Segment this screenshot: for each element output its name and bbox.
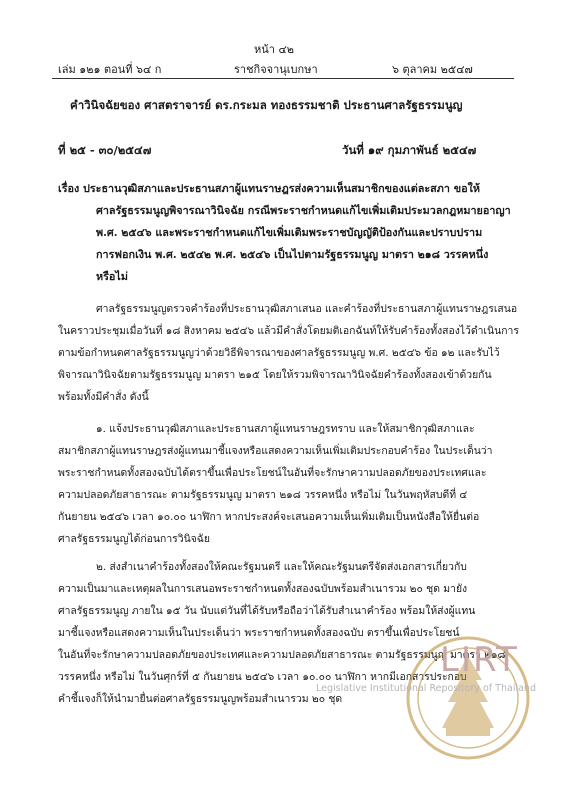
text-line: ความเป็นมาและเหตุผลในการเสนอพระราชกำหนดทั้งสองฉบับพร้อมสำเนารวม ๒๐ ชุด มายัง [58,583,468,595]
text-line: สมาชิกสภาผู้แทนราษฎรส่งผู้แทนมาชี้แจงหรือแสดงความเห็นเพิ่มเติมประกอบคำร้อง ในประเด็นว่า [58,445,493,457]
case-number: ที่ ๒๕ - ๓๐/๒๕๔๗ [58,143,152,157]
subject-line: เรื่อง ประธานวุฒิสภาและประธานสภาผู้แทนราษฎรส่งความเห็นสมาชิกของแต่ละสภา ขอให้ [58,182,480,195]
text-line: คำชี้แจงก็ให้นำมายื่นต่อศาลรัฐธรรมนูญพร้อมสำเนารวม ๒๐ ชุด [58,693,343,705]
text-line: ๒. ส่งสำเนาคำร้องทั้งสองให้คณะรัฐมนตรี และให้คณะรัฐมนตรีจัดส่งเอกสารเกี่ยวกับ [96,561,467,573]
text-line: ศาลรัฐธรรมนูญได้ก่อนการวินิจฉัย [58,533,210,545]
page-number: หน้า ๔๒ [254,43,295,56]
text-line: พร้อมทั้งมีคำสั่ง ดังนี้ [58,391,149,403]
text-line: มาชี้แจงหรือแสดงความเห็นในประเด็นว่า พระราชกำหนดทั้งสองฉบับ ตราขึ้นเพื่อประโยชน์ [58,627,460,639]
subject-line: หรือไม่ [96,270,128,283]
gazette-volume: เล่ม ๑๒๑ ตอนที่ ๖๔ ก [58,63,162,76]
document-title: คำวินิจฉัยของ ศาสตราจารย์ ดร.กระมล ทองธรรมชาติ ประธานศาลรัฐธรรมนูญ [70,98,463,112]
subject-line: พ.ศ. ๒๕๔๖ และพระราชกำหนดแก้ไขเพิ่มเติมพระราชบัญญัติป้องกันและปราบปราม [96,226,483,239]
subject-line: ศาลรัฐธรรมนูญพิจารณาวินิจฉัย กรณีพระราชกำหนดแก้ไขเพิ่มเติมประมวลกฎหมายอาญา [96,204,511,217]
text-line: พระราชกำหนดทั้งสองฉบับได้ตราขึ้นเพื่อประโยชน์ในอันที่จะรักษาความปลอดภัยของประเทศและ [58,467,487,479]
text-line: ความปลอดภัยสาธารณะ ตามรัฐธรรมนูญ มาตรา ๒๑๘ วรรคหนึ่ง หรือไม่ ในวันพฤหัสบดีที่ ๔ [58,489,468,501]
text-line: ศาลรัฐธรรมนูญ ภายใน ๑๕ วัน นับแต่วันที่ได้รับหรือถือว่าได้รับสำเนาคำร้อง พร้อมให้ส่งผู้แทน [58,605,476,617]
text-line: ศาลรัฐธรรมนูญตรวจคำร้องที่ประธานวุฒิสภาเสนอ และคำร้องที่ประธานสภาผู้แทนราษฎรเสนอ [96,303,518,315]
text-line: พิจารณาวินิจฉัยตามรัฐธรรมนูญ มาตรา ๒๑๕ โดยให้รวมพิจารณาวินิจฉัยคำร้องทั้งสองเข้าด้วยกัน [58,369,492,381]
watermark-logo: LIRT [440,640,519,680]
text-line: ๑. แจ้งประธานวุฒิสภาและประธานสภาผู้แทนราษฎรทราบ และให้สมาชิกวุฒิสภาและ [96,423,475,435]
text-line: ตามข้อกำหนดศาลรัฐธรรมนูญว่าด้วยวิธีพิจารณาของศาลรัฐธรรมนูญ พ.ศ. ๒๕๔๖ ข้อ ๑๒ และรับไว้ [58,347,500,359]
header-rule [52,78,514,79]
text-line: กันยายน ๒๕๔๖ เวลา ๑๐.๐๐ นาฬิกา หากประสงค์จะเสนอความเห็นเพิ่มเติมเป็นหนังสือให้ยื่นต่อ [58,511,480,523]
gazette-date: ๖ ตุลาคม ๒๕๔๗ [392,63,473,76]
text-line: ในอันที่จะรักษาความปลอดภัยของประเทศและความปลอดภัยสาธารณะ ตามรัฐธรรมนูญ มาตรา ๒๑๘ [58,649,506,661]
watermark-subtitle: Legislative Institutional Repository of Thailand [316,683,536,694]
case-date: วันที่ ๑๙ กุมภาพันธ์ ๒๕๔๗ [342,143,477,157]
text-line: ในคราวประชุมเมื่อวันที่ ๑๘ สิงหาคม ๒๕๔๖ แล้วมีคำสั่งโดยมติเอกฉันท์ให้รับคำร้องทั้งสองไว้ดำเนินการ [58,325,519,337]
subject-line: การฟอกเงิน พ.ศ. ๒๕๔๒ พ.ศ. ๒๕๔๖ เป็นไปตามรัฐธรรมนูญ มาตรา ๒๑๘ วรรคหนึ่ง [96,248,489,261]
gazette-name: ราชกิจจานุเบกษา [234,63,318,76]
text-line: วรรคหนึ่ง หรือไม่ ในวันศุกร์ที่ ๕ กันยายน ๒๕๔๖ เวลา ๑๐.๐๐ นาฬิกา หากมีเอกสารประกอบ [58,671,467,683]
